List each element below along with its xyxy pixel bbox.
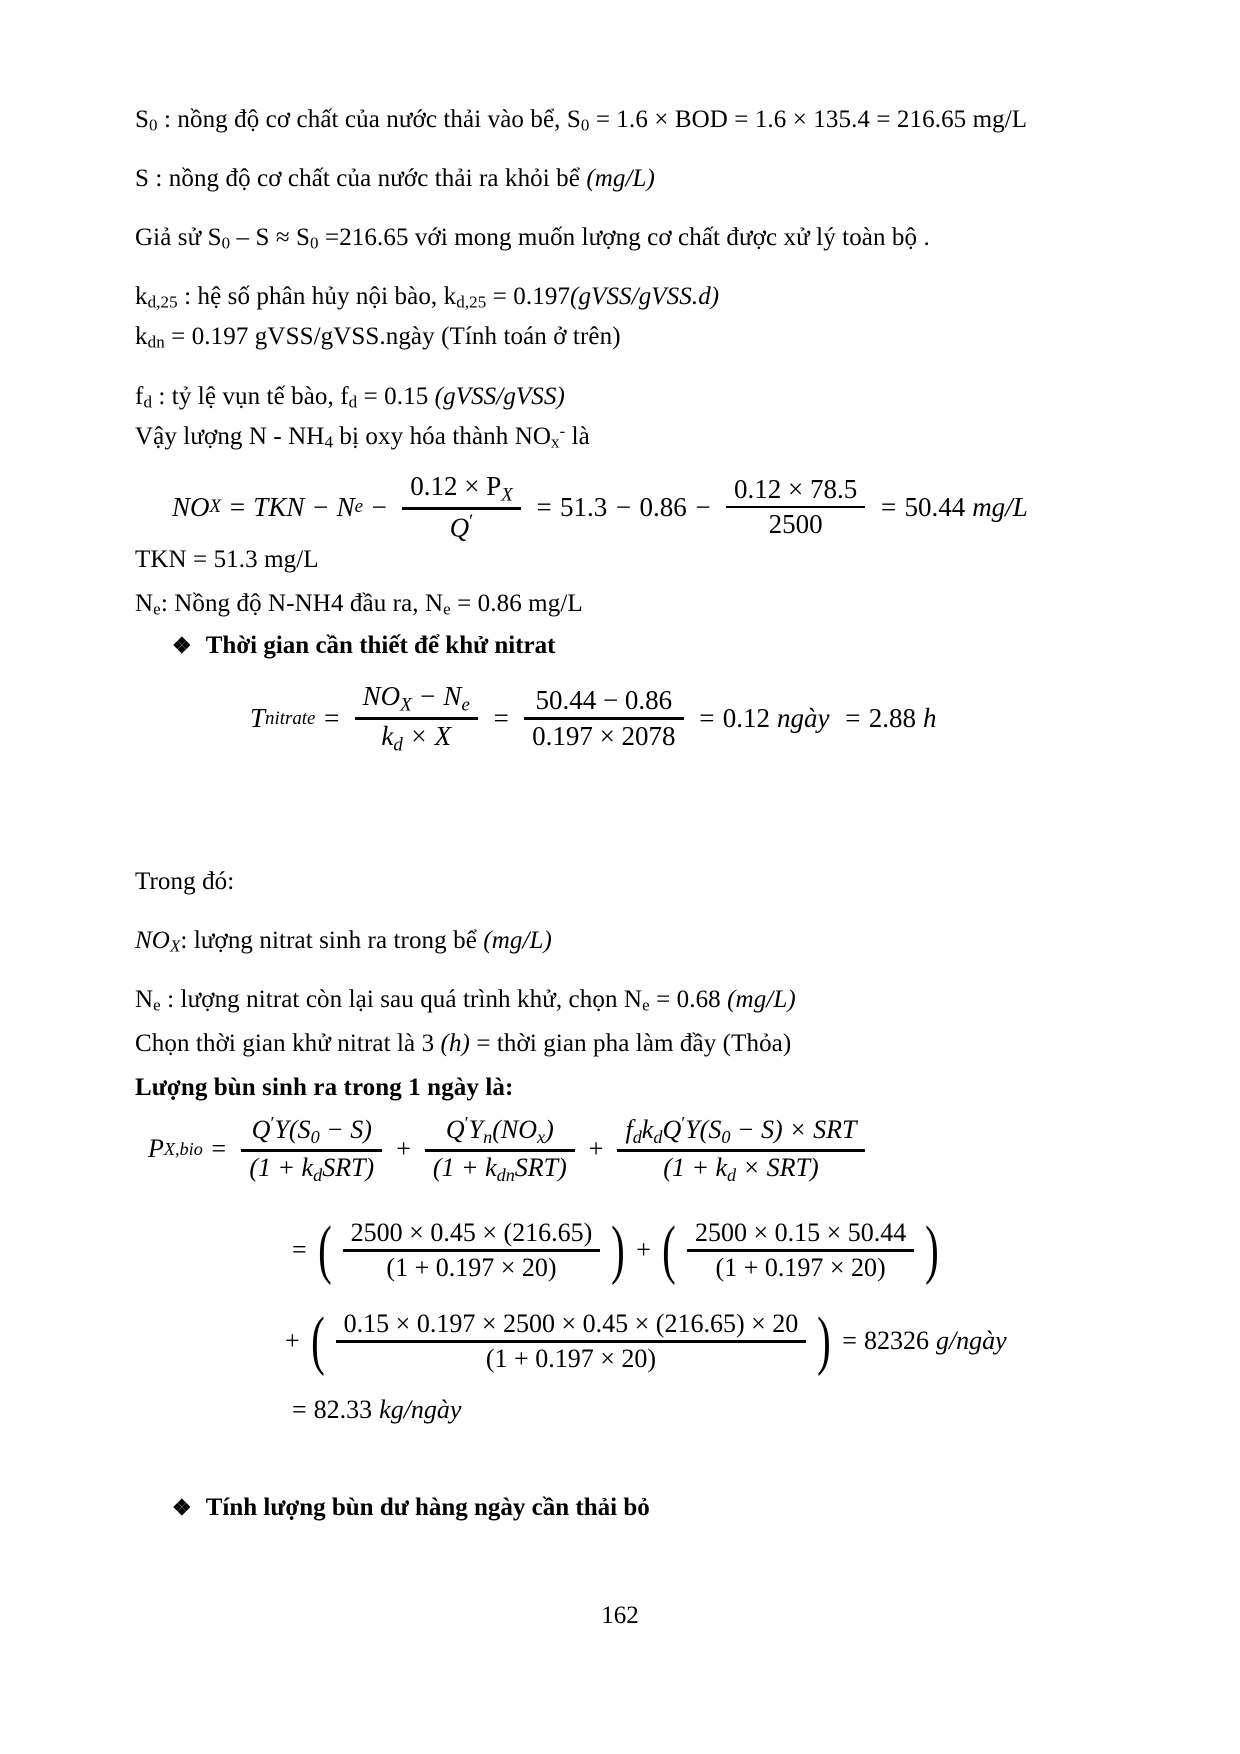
pxbio-line3-plus: + bbox=[285, 1326, 300, 1356]
right-paren-icon-2: ) bbox=[925, 1212, 940, 1286]
nox-def-symbol: NO bbox=[135, 927, 170, 954]
nox-result: 50.44 bbox=[904, 491, 966, 522]
tnitrate-frac1-denominator bbox=[373, 720, 459, 757]
nox-val-2: 0.86 bbox=[639, 491, 687, 522]
fd-subscript-2: d bbox=[348, 392, 358, 412]
text-line-s-definition bbox=[135, 163, 655, 194]
tnitrate-fraction-2 bbox=[524, 684, 683, 753]
nox-def-unit: (mg/L) bbox=[483, 927, 552, 954]
kdn-a: k bbox=[135, 323, 148, 350]
pxbio-line2-group-2 bbox=[658, 1212, 943, 1286]
pxbio-t3-prime: ′ bbox=[681, 1113, 686, 1133]
text-line-fd bbox=[135, 381, 565, 413]
equation-pxbio-line1 bbox=[148, 1112, 872, 1187]
nox-frac1-den-prime: ′ bbox=[469, 510, 474, 532]
kd25-subscript: d,25 bbox=[147, 292, 178, 312]
ne-rem-sub-2: e bbox=[642, 995, 650, 1015]
text-line-vay-luong bbox=[135, 421, 590, 453]
pxbio-line3-num: 0.15 × 0.197 × 2500 × 0.45 × (216.65) × 20 bbox=[343, 1309, 799, 1338]
ne-rem-unit: (mg/L) bbox=[727, 986, 796, 1013]
pxbio-term-3 bbox=[617, 1112, 864, 1187]
pxbio-line3-result: 82326 bbox=[863, 1326, 929, 1356]
nox-eq-2: = bbox=[534, 491, 553, 522]
s-desc: S : nồng độ cơ chất của nước thải ra khỏi bể bbox=[135, 165, 587, 192]
nh4-subscript: 4 bbox=[324, 432, 334, 452]
nox-subscript: x bbox=[551, 432, 560, 452]
pxbio-line3-unit: g/ngày bbox=[935, 1326, 1007, 1356]
pxbio-t3-den-b: × SRT) bbox=[736, 1152, 819, 1182]
ne-rem-c: = 0.68 bbox=[649, 986, 728, 1013]
tnitrate-num-nox-sub: X bbox=[400, 694, 412, 716]
kd25-c: = 0.197 bbox=[486, 283, 571, 310]
pxbio-t2-nox: (NO bbox=[492, 1115, 537, 1145]
s-unit: (mg/L) bbox=[586, 165, 655, 192]
text-line-gia-su bbox=[135, 222, 930, 254]
chon-thoi-gian-unit: (h) bbox=[440, 1030, 470, 1057]
pxbio-line4-unit: kg/ngày bbox=[379, 1395, 462, 1424]
equation-tnitrate bbox=[250, 680, 944, 757]
text-line-kdn bbox=[135, 321, 621, 353]
nox-eq-3: = bbox=[879, 491, 898, 522]
gia-su-c: =216.65 với mong muốn lượng cơ chất được xử lý toàn bộ . bbox=[318, 224, 930, 251]
tnitrate-frac2-numerator: 50.44 − 0.86 bbox=[535, 685, 673, 716]
equation-pxbio-line2 bbox=[285, 1212, 943, 1286]
gia-su-sub-1: 0 bbox=[221, 233, 231, 253]
text-line-kd25 bbox=[135, 281, 719, 313]
pxbio-line2-fraction-1 bbox=[343, 1217, 601, 1284]
pxbio-plus-2: + bbox=[588, 1134, 604, 1164]
tnitrate-den-kd: k bbox=[381, 720, 394, 751]
pxbio-t1-prime: ′ bbox=[270, 1113, 275, 1133]
ne-def-a: N bbox=[135, 590, 154, 617]
fd-b: : tỷ lệ vụn tế bào, f bbox=[152, 383, 349, 410]
kdn-b: = 0.197 gVSS/gVSS.ngày (Tính toán ở trên) bbox=[164, 323, 621, 350]
heading-thoi-gian-khu-nitrat bbox=[172, 632, 555, 660]
tnitrate-den-kd-sub: d bbox=[393, 734, 403, 756]
nox-eq-1: = bbox=[228, 491, 247, 522]
nox-frac2-numerator: 0.12 × 78.5 bbox=[733, 473, 858, 504]
pxbio-t2-nox-sub: x bbox=[537, 1127, 546, 1148]
text-line-s0-definition bbox=[135, 104, 1027, 136]
pxbio-line2-group-1 bbox=[314, 1212, 630, 1286]
heading-tinh-luong-bun-du bbox=[172, 1494, 650, 1522]
s0-value: = 1.6 × BOD = 1.6 × 135.4 = 216.65 mg/L bbox=[589, 106, 1028, 133]
vay-luong-c: là bbox=[565, 423, 590, 450]
tnitrate-eq-3: = bbox=[697, 703, 716, 734]
nox-lhs: NO bbox=[172, 491, 210, 522]
left-paren-icon: ( bbox=[317, 1212, 332, 1286]
heading-thoi-gian-label: Thời gian cần thiết để khử nitrat bbox=[205, 632, 556, 659]
pxbio-line4-result: 82.33 bbox=[313, 1395, 373, 1424]
kdn-subscript: dn bbox=[147, 332, 165, 352]
pxbio-t2-den-a: (1 + k bbox=[432, 1152, 497, 1182]
nox-fraction-2 bbox=[726, 473, 865, 542]
tnitrate-frac1-numerator bbox=[355, 680, 478, 717]
left-paren-icon-2: ( bbox=[662, 1212, 676, 1286]
pxbio-t2-close: ) bbox=[545, 1115, 554, 1145]
pxbio-line3-den: (1 + 0.197 × 20) bbox=[485, 1343, 657, 1373]
nox-superscript: - bbox=[559, 421, 566, 441]
tnitrate-result-2: 2.88 bbox=[868, 703, 916, 734]
pxbio-t1-denominator bbox=[241, 1152, 382, 1187]
tnitrate-num-ne-sub: e bbox=[461, 694, 470, 716]
pxbio-t1-minus-s: − S) bbox=[319, 1115, 372, 1145]
pxbio-lhs-sub: X,bio bbox=[163, 1138, 203, 1159]
pxbio-line2-f2-num: 2500 × 0.15 × 50.44 bbox=[694, 1218, 907, 1247]
tnitrate-lhs-sub: nitrate bbox=[265, 707, 316, 729]
pxbio-t2-numerator bbox=[438, 1112, 562, 1149]
pxbio-lhs: P bbox=[148, 1134, 164, 1164]
ne-def-b: : Nồng độ N-NH4 đầu ra, N bbox=[160, 590, 444, 617]
nox-unit: mg/L bbox=[972, 491, 1028, 522]
nox-tkn: TKN bbox=[253, 491, 305, 522]
equation-pxbio-line3 bbox=[278, 1303, 1014, 1377]
fd-unit: (gVSS/gVSS) bbox=[434, 383, 565, 410]
pxbio-t1-ys: Y(S bbox=[274, 1115, 311, 1145]
nox-frac1-den-text: Q bbox=[449, 512, 470, 543]
nox-ne: N bbox=[336, 491, 355, 522]
ne-def-sub: e bbox=[153, 599, 161, 619]
pxbio-t3-fd: f bbox=[625, 1115, 633, 1145]
ne-def-c: = 0.86 mg/L bbox=[450, 590, 583, 617]
nox-frac2-denominator: 2500 bbox=[768, 509, 823, 540]
pxbio-t1-q: Q bbox=[251, 1115, 271, 1145]
pxbio-term-2 bbox=[425, 1112, 575, 1187]
pxbio-t3-den-sub: d bbox=[727, 1164, 737, 1185]
pxbio-line2-eq: = bbox=[292, 1235, 307, 1265]
ne-rem-b: : lượng nitrat còn lại sau quá trình khử, chọn N bbox=[160, 986, 643, 1013]
nox-ne-sub: e bbox=[354, 496, 363, 518]
pxbio-t3-tail: − S) × SRT bbox=[730, 1115, 857, 1145]
tnitrate-eq-1: = bbox=[322, 703, 341, 734]
pxbio-t2-denominator bbox=[425, 1152, 575, 1187]
tnitrate-lhs: T bbox=[250, 703, 266, 734]
text-line-nox-definition bbox=[135, 925, 552, 957]
ne-rem-sub: e bbox=[153, 995, 161, 1015]
tnitrate-eq-4: = bbox=[843, 703, 862, 734]
tnitrate-result-1: 0.12 bbox=[722, 703, 771, 734]
ne-rem-a: N bbox=[135, 986, 154, 1013]
pxbio-t2-y: Y bbox=[468, 1115, 484, 1145]
pxbio-t2-q: Q bbox=[445, 1115, 465, 1145]
text-line-trong-do: Trong đó: bbox=[135, 868, 235, 895]
nox-lhs-sub: X bbox=[209, 496, 222, 518]
s0-desc: : nồng độ cơ chất của nước thải vào bể, S bbox=[157, 106, 581, 133]
pxbio-t1-numerator bbox=[244, 1112, 380, 1149]
pxbio-line3-group bbox=[307, 1303, 836, 1377]
pxbio-t3-numerator bbox=[617, 1112, 864, 1149]
pxbio-line2-f1-den: (1 + 0.197 × 20) bbox=[386, 1252, 557, 1282]
pxbio-line3-eq: = bbox=[842, 1326, 857, 1356]
right-paren-icon: ) bbox=[611, 1212, 626, 1286]
text-line-ne-definition bbox=[135, 588, 583, 620]
tnitrate-fraction-1 bbox=[355, 680, 478, 757]
pxbio-t3-kd-sub: d bbox=[653, 1127, 663, 1148]
pxbio-line4-eq: = bbox=[292, 1395, 307, 1424]
nox-frac1-numerator bbox=[402, 470, 521, 507]
gia-su-b: – S ≈ S bbox=[230, 224, 311, 251]
fd-a: f bbox=[135, 383, 144, 410]
heading-tinh-luong-bun-du-label: Tính lượng bùn dư hàng ngày cần thải bỏ bbox=[205, 1494, 650, 1521]
tnitrate-frac2-denominator: 0.197 × 2078 bbox=[532, 720, 676, 751]
ne-def-sub-2: e bbox=[443, 599, 451, 619]
kd25-b: : hệ số phân hủy nội bào, k bbox=[177, 283, 457, 310]
pxbio-plus-1: + bbox=[396, 1134, 411, 1164]
pxbio-t1-den-a: (1 + k bbox=[249, 1152, 314, 1182]
left-paren-icon-3: ( bbox=[310, 1303, 325, 1377]
kd25-subscript-2: d,25 bbox=[456, 292, 487, 312]
pxbio-eq-1: = bbox=[209, 1134, 228, 1164]
pxbio-t1-s0-sub: 0 bbox=[310, 1127, 320, 1148]
pxbio-t3-fd-sub: d bbox=[632, 1127, 642, 1148]
text-line-ne-remaining bbox=[135, 984, 796, 1016]
tnitrate-unit-2: h bbox=[923, 703, 937, 734]
page-number: 162 bbox=[601, 1602, 639, 1629]
pxbio-t3-denominator bbox=[655, 1152, 826, 1187]
kd25-a: k bbox=[135, 283, 148, 310]
pxbio-t3-ys: Y(S bbox=[685, 1115, 722, 1145]
nox-frac1-num-text: 0.12 × P bbox=[410, 471, 502, 501]
diamond-bullet-icon-2: ❖ bbox=[172, 1495, 192, 1520]
nox-minus-3: − bbox=[614, 491, 633, 522]
kd25-unit: (gVSS/gVSS.d) bbox=[570, 283, 720, 310]
nox-fraction-1 bbox=[402, 470, 521, 544]
nox-def-desc: : lượng nitrat sinh ra trong bể bbox=[180, 927, 484, 954]
vay-luong-b: bị oxy hóa thành NO bbox=[333, 423, 552, 450]
chon-thoi-gian-b: = thời gian pha làm đầy (Thỏa) bbox=[469, 1030, 792, 1057]
equation-pxbio-line4 bbox=[285, 1395, 468, 1425]
tnitrate-unit-1: ngày bbox=[777, 703, 830, 734]
s0-subscript: 0 bbox=[149, 115, 158, 135]
tnitrate-num-nox: NO bbox=[362, 681, 401, 711]
diamond-bullet-icon: ❖ bbox=[172, 633, 192, 658]
pxbio-t1-den-b: SRT) bbox=[322, 1152, 375, 1182]
fd-subscript: d bbox=[143, 392, 153, 412]
pxbio-line2-plus: + bbox=[636, 1235, 651, 1265]
vay-luong-a: Vậy lượng N - NH bbox=[135, 423, 325, 450]
pxbio-t2-yn-sub: n bbox=[483, 1127, 493, 1148]
pxbio-term-1 bbox=[241, 1112, 382, 1187]
pxbio-t2-prime: ′ bbox=[464, 1113, 469, 1133]
pxbio-t2-den-b: SRT) bbox=[514, 1152, 567, 1182]
right-paren-icon-3: ) bbox=[817, 1303, 832, 1377]
nox-minus-2: − bbox=[369, 491, 389, 522]
tnitrate-den-x: × X bbox=[402, 720, 452, 751]
pxbio-line3-fraction bbox=[336, 1308, 807, 1375]
pxbio-line2-f2-den: (1 + 0.197 × 20) bbox=[715, 1252, 886, 1282]
pxbio-t2-den-sub: dn bbox=[496, 1164, 515, 1185]
fd-c: = 0.15 bbox=[357, 383, 435, 410]
s0-symbol: S bbox=[135, 106, 150, 133]
pxbio-t3-den-a: (1 + k bbox=[663, 1152, 728, 1182]
pxbio-t3-q: Q bbox=[662, 1115, 682, 1145]
chon-thoi-gian-a: Chọn thời gian khử nitrat là 3 bbox=[135, 1030, 441, 1057]
nox-val-1: 51.3 bbox=[560, 491, 608, 522]
gia-su-a: Giả sử S bbox=[135, 224, 222, 251]
nox-minus-1: − bbox=[311, 491, 330, 522]
pxbio-line2-fraction-2 bbox=[687, 1217, 914, 1284]
nox-frac1-denominator bbox=[442, 510, 482, 544]
tnitrate-eq-2: = bbox=[491, 703, 511, 734]
nox-minus-4: − bbox=[693, 491, 712, 522]
pxbio-t1-den-sub: d bbox=[313, 1164, 323, 1185]
text-line-chon-thoi-gian bbox=[135, 1028, 791, 1059]
s0-subscript-2: 0 bbox=[580, 115, 590, 135]
equation-nox bbox=[172, 470, 1035, 544]
pxbio-line2-f1-num: 2500 × 0.45 × (216.65) bbox=[350, 1218, 593, 1247]
nox-frac1-num-sub: X bbox=[501, 484, 513, 506]
pxbio-t3-kd: k bbox=[641, 1115, 654, 1145]
text-line-tkn-value: TKN = 51.3 mg/L bbox=[135, 546, 319, 573]
tnitrate-num-minus-ne: − N bbox=[411, 681, 462, 711]
nox-def-sub: X bbox=[169, 936, 181, 956]
gia-su-sub-2: 0 bbox=[310, 233, 319, 253]
pxbio-t3-s0-sub: 0 bbox=[721, 1127, 731, 1148]
heading-luong-bun-sinh-ra: Lượng bùn sinh ra trong 1 ngày là: bbox=[135, 1074, 514, 1101]
